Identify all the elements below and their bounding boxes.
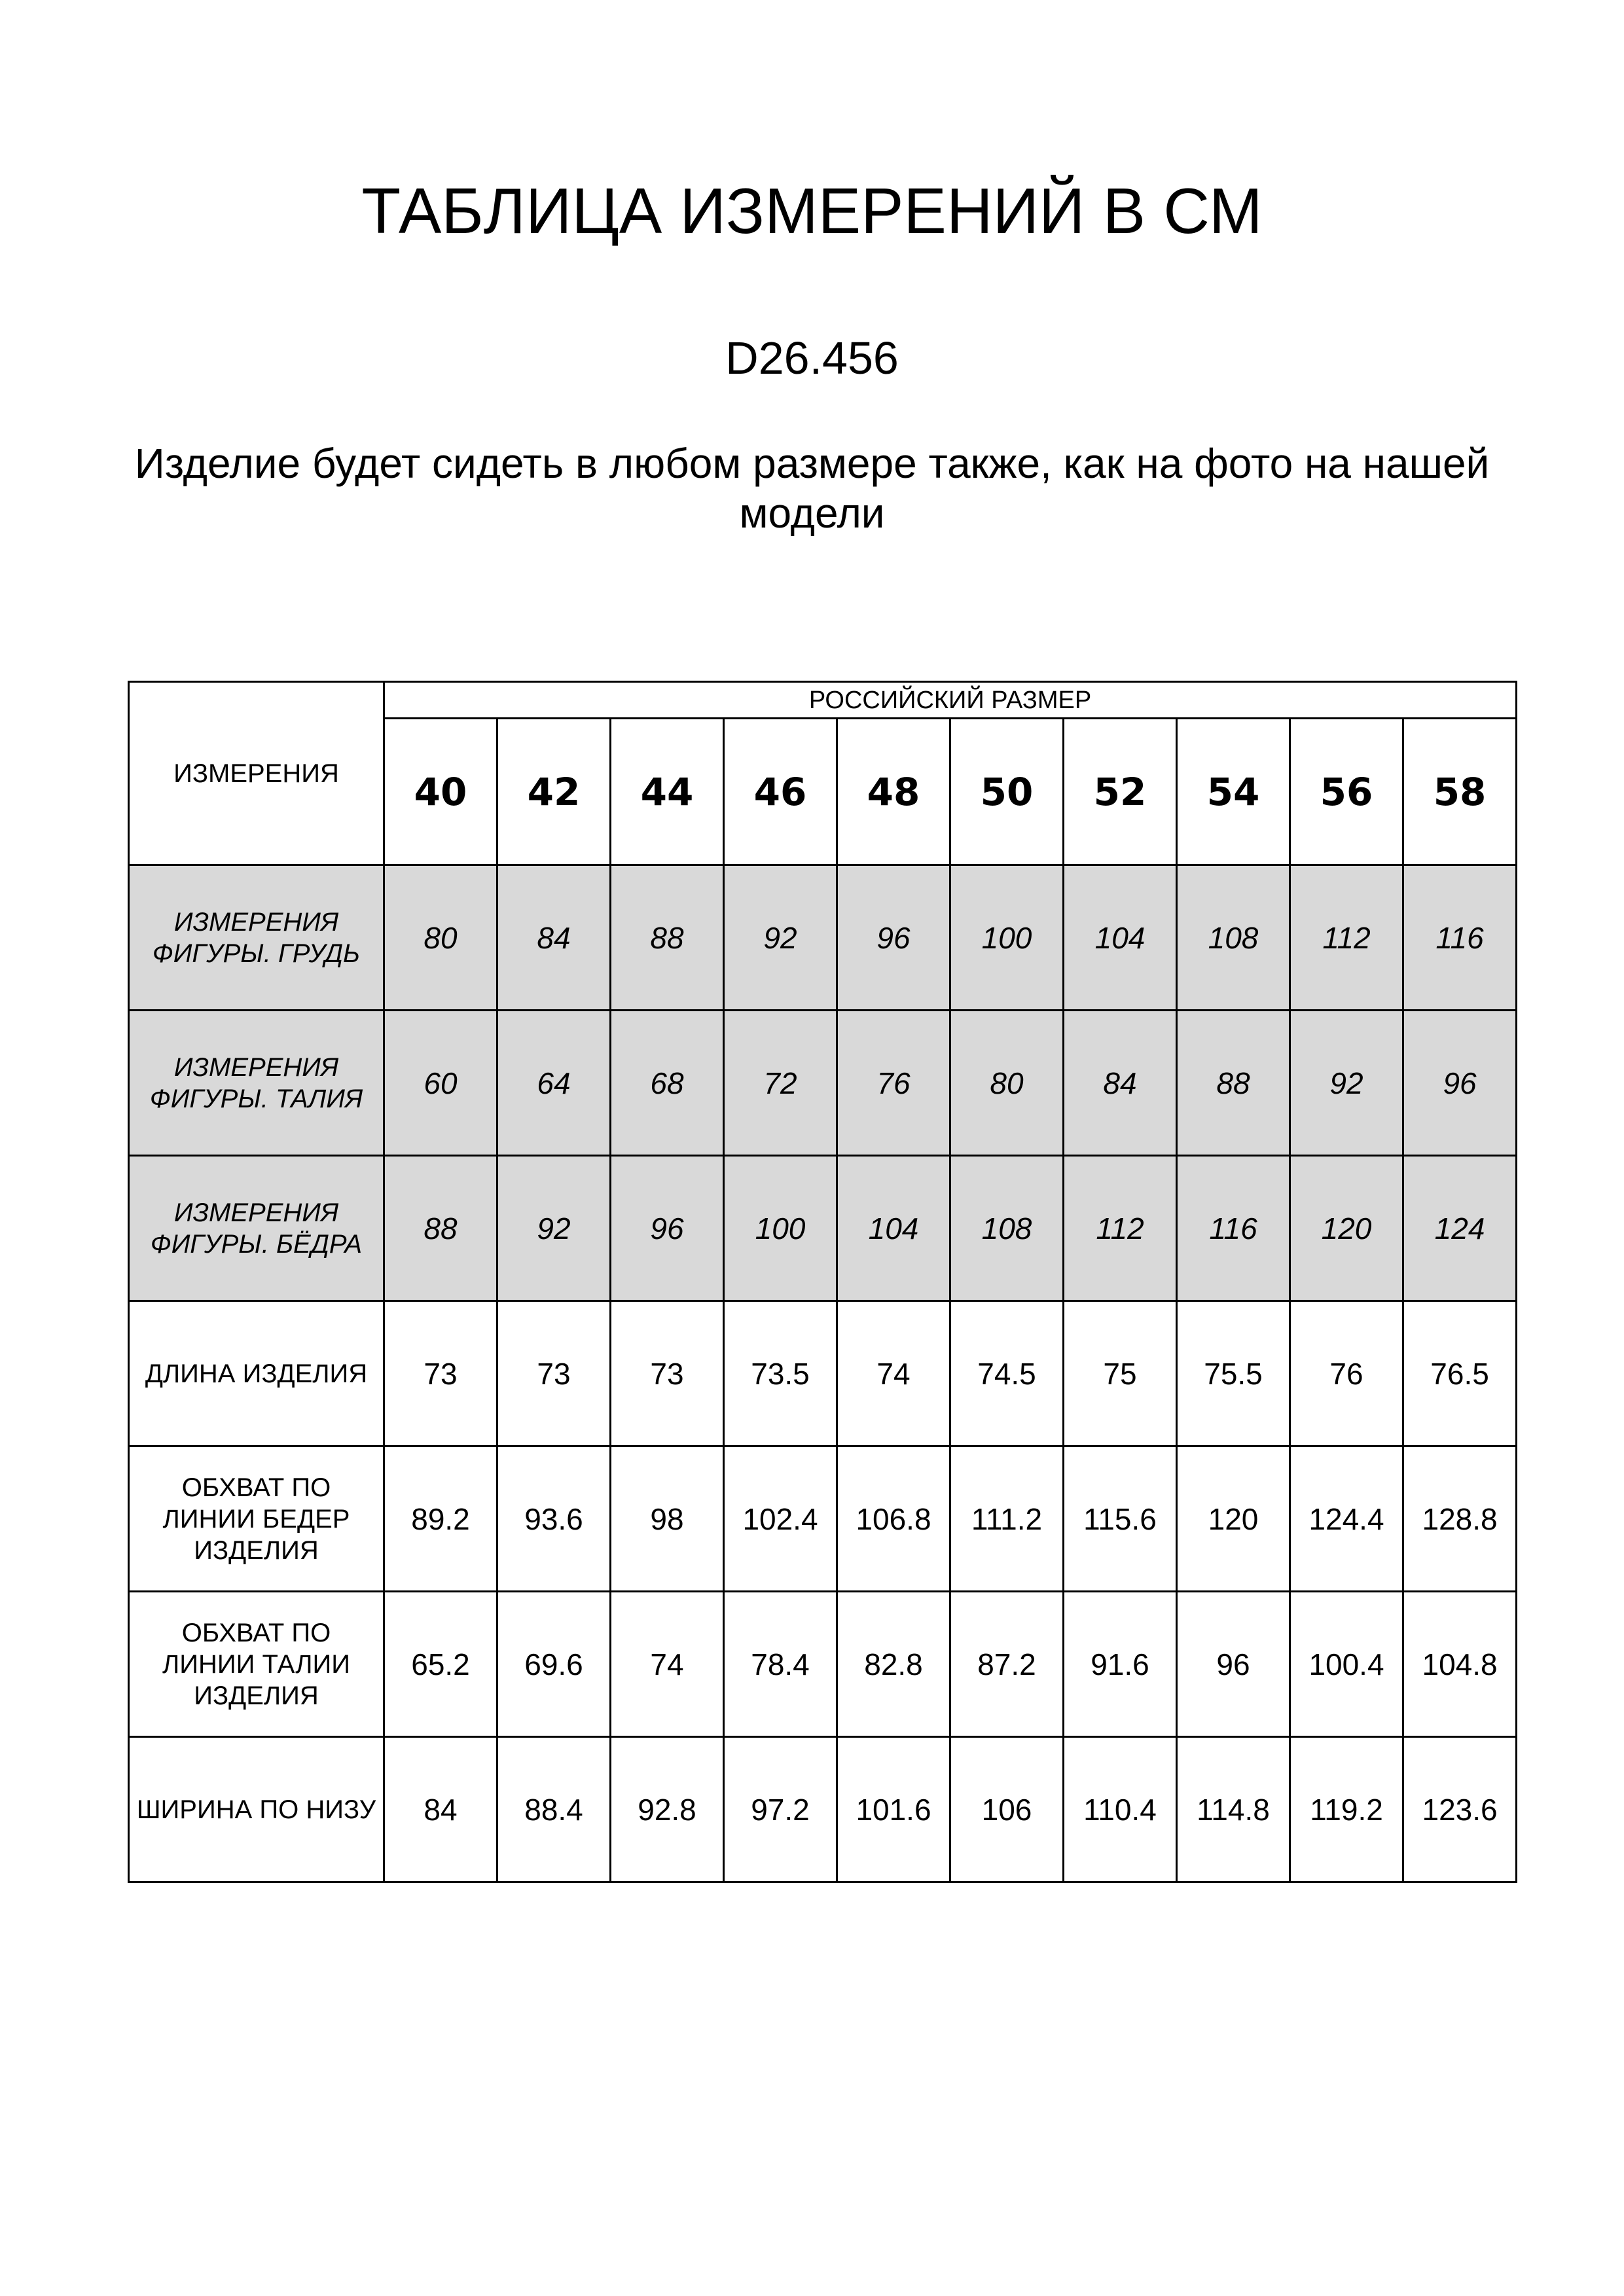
row-label: ШИРИНА ПО НИЗУ (129, 1737, 384, 1882)
value-cell: 112 (1064, 1156, 1177, 1301)
value-cell: 119.2 (1290, 1737, 1403, 1882)
row-label: ИЗМЕРЕНИЯ ФИГУРЫ. БЁДРА (129, 1156, 384, 1301)
value-cell: 76 (837, 1011, 950, 1156)
value-cell: 80 (950, 1011, 1064, 1156)
row-label: ИЗМЕРЕНИЯ ФИГУРЫ. ТАЛИЯ (129, 1011, 384, 1156)
value-cell: 92 (724, 865, 837, 1011)
value-cell: 69.6 (497, 1592, 611, 1737)
value-cell: 98 (611, 1446, 724, 1592)
page-title: ТАБЛИЦА ИЗМЕРЕНИЙ В СМ (361, 175, 1263, 247)
table-row (129, 865, 1517, 1011)
size-header-46: 46 (724, 719, 837, 865)
value-cell: 128.8 (1403, 1446, 1517, 1592)
table-row (129, 1737, 1517, 1882)
value-cell: 74.5 (950, 1301, 1064, 1446)
value-cell: 73 (384, 1301, 497, 1446)
group-header-row (129, 682, 1517, 719)
row-label: ДЛИНА ИЗДЕЛИЯ (129, 1301, 384, 1446)
value-cell: 110.4 (1064, 1737, 1177, 1882)
value-cell: 106.8 (837, 1446, 950, 1592)
value-cell: 114.8 (1177, 1737, 1290, 1882)
value-cell: 88 (1177, 1011, 1290, 1156)
value-cell: 101.6 (837, 1737, 950, 1882)
russian-size-header: РОССИЙСКИЙ РАЗМЕР (384, 682, 1517, 719)
value-cell: 73 (611, 1301, 724, 1446)
row-label: ОБХВАТ ПО ЛИНИИ ТАЛИИ ИЗДЕЛИЯ (129, 1592, 384, 1737)
value-cell: 92.8 (611, 1737, 724, 1882)
value-cell: 76.5 (1403, 1301, 1517, 1446)
value-cell: 74 (611, 1592, 724, 1737)
size-header-42: 42 (497, 719, 611, 865)
value-cell: 96 (611, 1156, 724, 1301)
value-cell: 60 (384, 1011, 497, 1156)
value-cell: 115.6 (1064, 1446, 1177, 1592)
table-row (129, 1592, 1517, 1737)
value-cell: 96 (1403, 1011, 1517, 1156)
value-cell: 73.5 (724, 1301, 837, 1446)
size-header-56: 56 (1290, 719, 1403, 865)
size-header-52: 52 (1064, 719, 1177, 865)
value-cell: 88 (611, 865, 724, 1011)
value-cell: 75 (1064, 1301, 1177, 1446)
value-cell: 116 (1177, 1156, 1290, 1301)
value-cell: 96 (1177, 1592, 1290, 1737)
value-cell: 123.6 (1403, 1737, 1517, 1882)
value-cell: 84 (1064, 1011, 1177, 1156)
value-cell: 89.2 (384, 1446, 497, 1592)
value-cell: 104 (837, 1156, 950, 1301)
value-cell: 74 (837, 1301, 950, 1446)
value-cell: 76 (1290, 1301, 1403, 1446)
value-cell: 124 (1403, 1156, 1517, 1301)
value-cell: 108 (1177, 865, 1290, 1011)
value-cell: 88 (384, 1156, 497, 1301)
value-cell: 87.2 (950, 1592, 1064, 1737)
value-cell: 84 (384, 1737, 497, 1882)
table-row (129, 1156, 1517, 1301)
value-cell: 120 (1290, 1156, 1403, 1301)
value-cell: 96 (837, 865, 950, 1011)
value-cell: 91.6 (1064, 1592, 1177, 1737)
value-cell: 82.8 (837, 1592, 950, 1737)
value-cell: 106 (950, 1737, 1064, 1882)
value-cell: 124.4 (1290, 1446, 1403, 1592)
size-header-50: 50 (950, 719, 1064, 865)
value-cell: 100 (950, 865, 1064, 1011)
value-cell: 92 (1290, 1011, 1403, 1156)
value-cell: 104.8 (1403, 1592, 1517, 1737)
value-cell: 116 (1403, 865, 1517, 1011)
row-label: ИЗМЕРЕНИЯ ФИГУРЫ. ГРУДЬ (129, 865, 384, 1011)
value-cell: 65.2 (384, 1592, 497, 1737)
value-cell: 100 (724, 1156, 837, 1301)
value-cell: 111.2 (950, 1446, 1064, 1592)
size-header-48: 48 (837, 719, 950, 865)
row-label: ОБХВАТ ПО ЛИНИИ БЕДЕР ИЗДЕЛИЯ (129, 1446, 384, 1592)
value-cell: 80 (384, 865, 497, 1011)
fit-note: Изделие будет сидеть в любом размере также, как на фото на нашей модели (134, 440, 1490, 537)
size-header-44: 44 (611, 719, 724, 865)
value-cell: 93.6 (497, 1446, 611, 1592)
article-number: D26.456 (725, 332, 899, 384)
size-table (128, 681, 1517, 1883)
value-cell: 64 (497, 1011, 611, 1156)
value-cell: 92 (497, 1156, 611, 1301)
value-cell: 88.4 (497, 1737, 611, 1882)
value-cell: 100.4 (1290, 1592, 1403, 1737)
value-cell: 102.4 (724, 1446, 837, 1592)
value-cell: 73 (497, 1301, 611, 1446)
table-row (129, 1446, 1517, 1592)
value-cell: 104 (1064, 865, 1177, 1011)
value-cell: 68 (611, 1011, 724, 1156)
value-cell: 120 (1177, 1446, 1290, 1592)
value-cell: 84 (497, 865, 611, 1011)
size-header-54: 54 (1177, 719, 1290, 865)
size-header-40: 40 (384, 719, 497, 865)
table-row (129, 1301, 1517, 1446)
value-cell: 112 (1290, 865, 1403, 1011)
value-cell: 75.5 (1177, 1301, 1290, 1446)
size-header-58: 58 (1403, 719, 1517, 865)
value-cell: 97.2 (724, 1737, 837, 1882)
table-row (129, 1011, 1517, 1156)
measurements-header: ИЗМЕРЕНИЯ (129, 682, 384, 865)
value-cell: 78.4 (724, 1592, 837, 1737)
table-body (129, 865, 1517, 1882)
value-cell: 108 (950, 1156, 1064, 1301)
value-cell: 72 (724, 1011, 837, 1156)
